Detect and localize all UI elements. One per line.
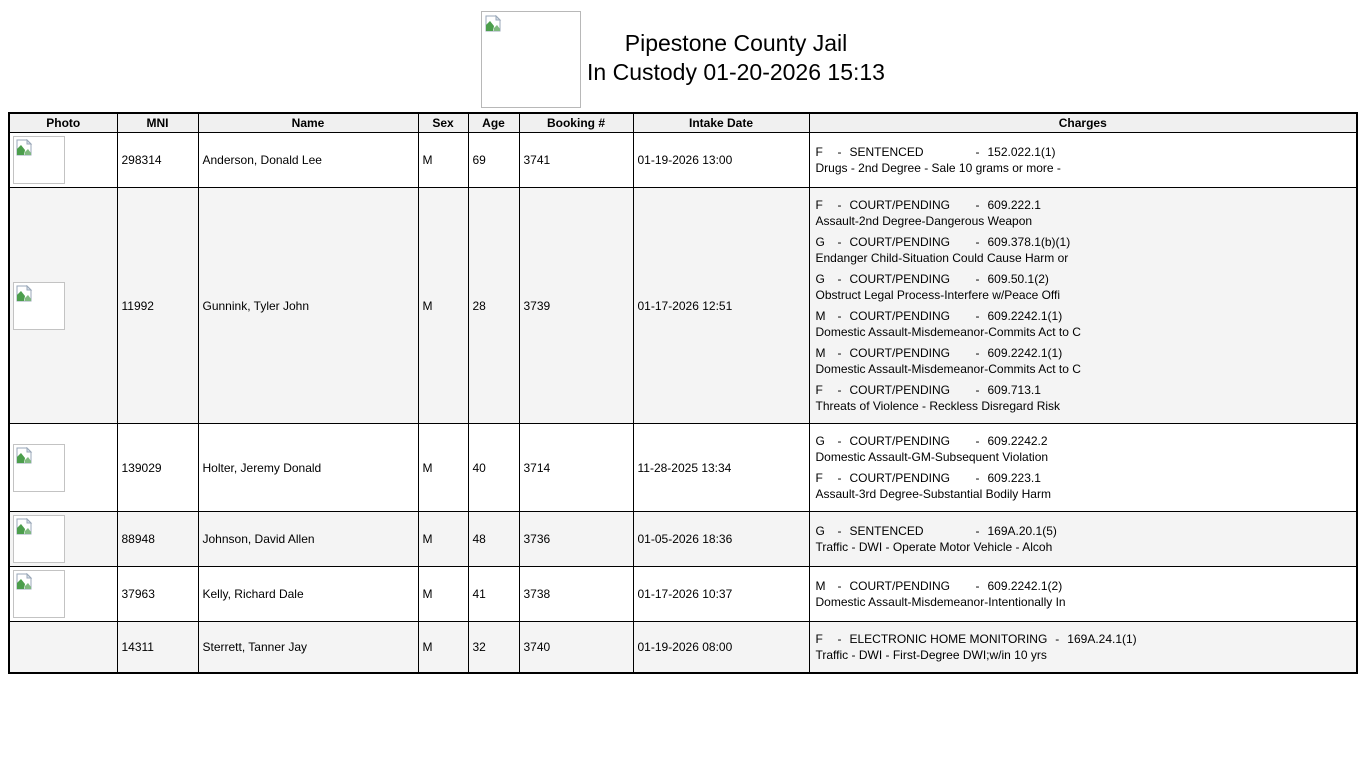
broken-image-icon — [16, 447, 33, 464]
charge-severity: F — [815, 471, 823, 485]
photo-cell — [9, 512, 117, 567]
charge-status-line — [816, 433, 1351, 449]
charge-status: COURT/PENDING — [849, 383, 950, 397]
charge-description: Obstruct Legal Process-Interfere w/Peace Offi — [815, 288, 1061, 302]
dash-separator: - — [975, 198, 980, 212]
dash-separator: - — [975, 579, 980, 593]
charge-status: COURT/PENDING — [849, 471, 950, 485]
charge-status: COURT/PENDING — [849, 235, 950, 249]
page-title — [587, 11, 885, 87]
charge-status-line — [816, 382, 1351, 398]
dash-separator: - — [975, 145, 980, 159]
dash-separator: - — [975, 272, 980, 286]
charge-item — [816, 433, 1351, 465]
age-cell: 41 — [468, 567, 519, 622]
charge-severity: M — [815, 579, 826, 593]
inmate-row — [9, 622, 1357, 674]
table-header-row — [9, 113, 1357, 133]
charge-severity: M — [815, 346, 826, 360]
column-header: Sex — [418, 113, 468, 133]
booking-cell: 3739 — [519, 188, 633, 424]
photo-cell — [9, 188, 117, 424]
inmate-row — [9, 512, 1357, 567]
charge-statute: 609.2242.1(1) — [987, 346, 1063, 360]
broken-image-icon — [16, 573, 33, 590]
intake-date-cell: 01-17-2026 10:37 — [633, 567, 809, 622]
charge-item — [816, 631, 1351, 663]
charge-status: COURT/PENDING — [849, 346, 950, 360]
photo-placeholder — [13, 570, 65, 618]
charge-description: Assault-3rd Degree-Substantial Bodily Harm — [815, 487, 1051, 501]
charge-statute: 609.222.1 — [987, 198, 1041, 212]
inmate-row — [9, 567, 1357, 622]
mni-cell: 298314 — [117, 133, 198, 188]
charge-severity: F — [815, 383, 823, 397]
logo-image-placeholder — [481, 11, 581, 108]
intake-date-cell: 01-17-2026 12:51 — [633, 188, 809, 424]
dash-separator: - — [975, 471, 980, 485]
broken-image-icon — [16, 139, 33, 156]
dash-separator: - — [975, 434, 980, 448]
charge-statute: 609.50.1(2) — [987, 272, 1049, 286]
dash-separator: - — [837, 632, 842, 646]
age-cell: 40 — [468, 424, 519, 512]
charge-item — [816, 382, 1351, 414]
inmate-row — [9, 188, 1357, 424]
column-header: MNI — [117, 113, 198, 133]
charge-item — [816, 234, 1351, 266]
dash-separator: - — [837, 198, 842, 212]
booking-cell: 3736 — [519, 512, 633, 567]
charge-status-line — [816, 578, 1351, 594]
charge-description: Traffic - DWI - Operate Motor Vehicle - Alcoh — [815, 540, 1053, 554]
dash-separator: - — [975, 235, 980, 249]
charges-cell — [809, 424, 1357, 512]
dash-separator: - — [837, 235, 842, 249]
charge-item — [816, 345, 1351, 377]
charge-statute: 609.223.1 — [987, 471, 1041, 485]
charge-severity: F — [815, 198, 823, 212]
charge-severity: M — [815, 309, 826, 323]
intake-date-cell: 01-19-2026 13:00 — [633, 133, 809, 188]
name-cell: Holter, Jeremy Donald — [198, 424, 418, 512]
charge-item — [816, 271, 1351, 303]
charge-severity: G — [815, 235, 825, 249]
intake-date-cell: 01-05-2026 18:36 — [633, 512, 809, 567]
charge-item — [816, 578, 1351, 610]
charge-severity: F — [815, 145, 823, 159]
charge-status: COURT/PENDING — [849, 272, 950, 286]
photo-cell — [9, 424, 117, 512]
page-title-line2: In Custody 01-20-2026 15:13 — [587, 59, 885, 85]
name-cell: Gunnink, Tyler John — [198, 188, 418, 424]
column-header: Charges — [809, 113, 1357, 133]
mni-cell: 37963 — [117, 567, 198, 622]
sex-cell: M — [418, 567, 468, 622]
charge-statute: 609.378.1(b)(1) — [987, 235, 1071, 249]
charge-item — [816, 523, 1351, 555]
charge-description: Endanger Child-Situation Could Cause Harm or — [815, 251, 1069, 265]
charge-statute: 609.2242.1(1) — [987, 309, 1063, 323]
inmate-row — [9, 424, 1357, 512]
photo-placeholder — [13, 282, 65, 330]
mni-cell: 139029 — [117, 424, 198, 512]
charge-status: COURT/PENDING — [849, 309, 950, 323]
page-title-line1: Pipestone County Jail — [624, 30, 848, 56]
column-header: Intake Date — [633, 113, 809, 133]
roster-table — [8, 112, 1358, 674]
charge-status: ELECTRONIC HOME MONITORING — [849, 632, 1048, 646]
charge-status: COURT/PENDING — [849, 434, 950, 448]
charge-status: SENTENCED — [849, 524, 924, 538]
charge-severity: G — [815, 434, 825, 448]
column-header: Age — [468, 113, 519, 133]
dash-separator: - — [975, 524, 980, 538]
charge-item — [816, 197, 1351, 229]
name-cell: Anderson, Donald Lee — [198, 133, 418, 188]
charge-status-line — [816, 523, 1351, 539]
photo-cell — [9, 567, 117, 622]
broken-image-icon — [485, 15, 502, 32]
charge-item — [816, 308, 1351, 340]
dash-separator: - — [975, 309, 980, 323]
report-header — [0, 0, 1366, 112]
dash-separator: - — [837, 145, 842, 159]
dash-separator: - — [975, 346, 980, 360]
photo-cell — [9, 133, 117, 188]
name-cell: Sterrett, Tanner Jay — [198, 622, 418, 674]
charge-severity: F — [815, 632, 823, 646]
intake-date-cell: 11-28-2025 13:34 — [633, 424, 809, 512]
dash-separator: - — [837, 383, 842, 397]
charge-statute: 169A.24.1(1) — [1067, 632, 1137, 646]
charge-severity: G — [815, 272, 825, 286]
dash-separator: - — [837, 346, 842, 360]
name-cell: Kelly, Richard Dale — [198, 567, 418, 622]
charge-item — [816, 144, 1351, 176]
charge-status-line — [816, 197, 1351, 213]
dash-separator: - — [1055, 632, 1060, 646]
photo-placeholder — [13, 444, 65, 492]
column-header: Name — [198, 113, 418, 133]
broken-image-icon — [16, 518, 33, 535]
charge-status-line — [816, 470, 1351, 486]
booking-cell: 3714 — [519, 424, 633, 512]
charge-description: Domestic Assault-Misdemeanor-Intentionally In — [815, 595, 1066, 609]
dash-separator: - — [975, 383, 980, 397]
charge-statute: 609.2242.1(2) — [987, 579, 1063, 593]
charge-status: COURT/PENDING — [849, 579, 950, 593]
charge-description: Assault-2nd Degree-Dangerous Weapon — [815, 214, 1033, 228]
charge-status-line — [816, 308, 1351, 324]
photo-cell — [9, 622, 117, 674]
charge-statute: 152.022.1(1) — [987, 145, 1056, 159]
charge-status-line — [816, 271, 1351, 287]
dash-separator: - — [837, 471, 842, 485]
broken-image-icon — [16, 285, 33, 302]
booking-cell: 3741 — [519, 133, 633, 188]
photo-placeholder — [13, 136, 65, 184]
charge-severity: G — [815, 524, 825, 538]
charges-cell — [809, 567, 1357, 622]
mni-cell: 88948 — [117, 512, 198, 567]
charge-description: Drugs - 2nd Degree - Sale 10 grams or more - — [815, 161, 1061, 175]
sex-cell: M — [418, 512, 468, 567]
charges-cell — [809, 622, 1357, 674]
charge-statute: 169A.20.1(5) — [987, 524, 1057, 538]
column-header: Photo — [9, 113, 117, 133]
charges-cell — [809, 133, 1357, 188]
charge-status-line — [816, 631, 1351, 647]
charges-cell — [809, 188, 1357, 424]
charge-description: Domestic Assault-Misdemeanor-Commits Act to C — [815, 325, 1081, 339]
charge-statute: 609.713.1 — [987, 383, 1041, 397]
charge-status-line — [816, 234, 1351, 250]
charge-statute: 609.2242.2 — [987, 434, 1048, 448]
dash-separator: - — [837, 579, 842, 593]
sex-cell: M — [418, 188, 468, 424]
charge-status-line — [816, 345, 1351, 361]
column-header: Booking # — [519, 113, 633, 133]
inmate-row — [9, 133, 1357, 188]
age-cell: 69 — [468, 133, 519, 188]
charge-status: SENTENCED — [849, 145, 924, 159]
sex-cell: M — [418, 424, 468, 512]
mni-cell: 14311 — [117, 622, 198, 674]
dash-separator: - — [837, 434, 842, 448]
booking-cell: 3740 — [519, 622, 633, 674]
booking-cell: 3738 — [519, 567, 633, 622]
age-cell: 32 — [468, 622, 519, 674]
charge-description: Domestic Assault-Misdemeanor-Commits Act to C — [815, 362, 1081, 376]
name-cell: Johnson, David Allen — [198, 512, 418, 567]
dash-separator: - — [837, 309, 842, 323]
dash-separator: - — [837, 272, 842, 286]
charge-status: COURT/PENDING — [849, 198, 950, 212]
intake-date-cell: 01-19-2026 08:00 — [633, 622, 809, 674]
charge-description: Threats of Violence - Reckless Disregard Risk — [815, 399, 1061, 413]
charge-description: Traffic - DWI - First-Degree DWI;w/in 10 yrs — [815, 648, 1047, 662]
age-cell: 48 — [468, 512, 519, 567]
sex-cell: M — [418, 622, 468, 674]
sex-cell: M — [418, 133, 468, 188]
mni-cell: 11992 — [117, 188, 198, 424]
age-cell: 28 — [468, 188, 519, 424]
charges-cell — [809, 512, 1357, 567]
dash-separator: - — [837, 524, 842, 538]
charge-item — [816, 470, 1351, 502]
charge-description: Domestic Assault-GM-Subsequent Violation — [815, 450, 1049, 464]
charge-status-line — [816, 144, 1351, 160]
photo-placeholder — [13, 515, 65, 563]
